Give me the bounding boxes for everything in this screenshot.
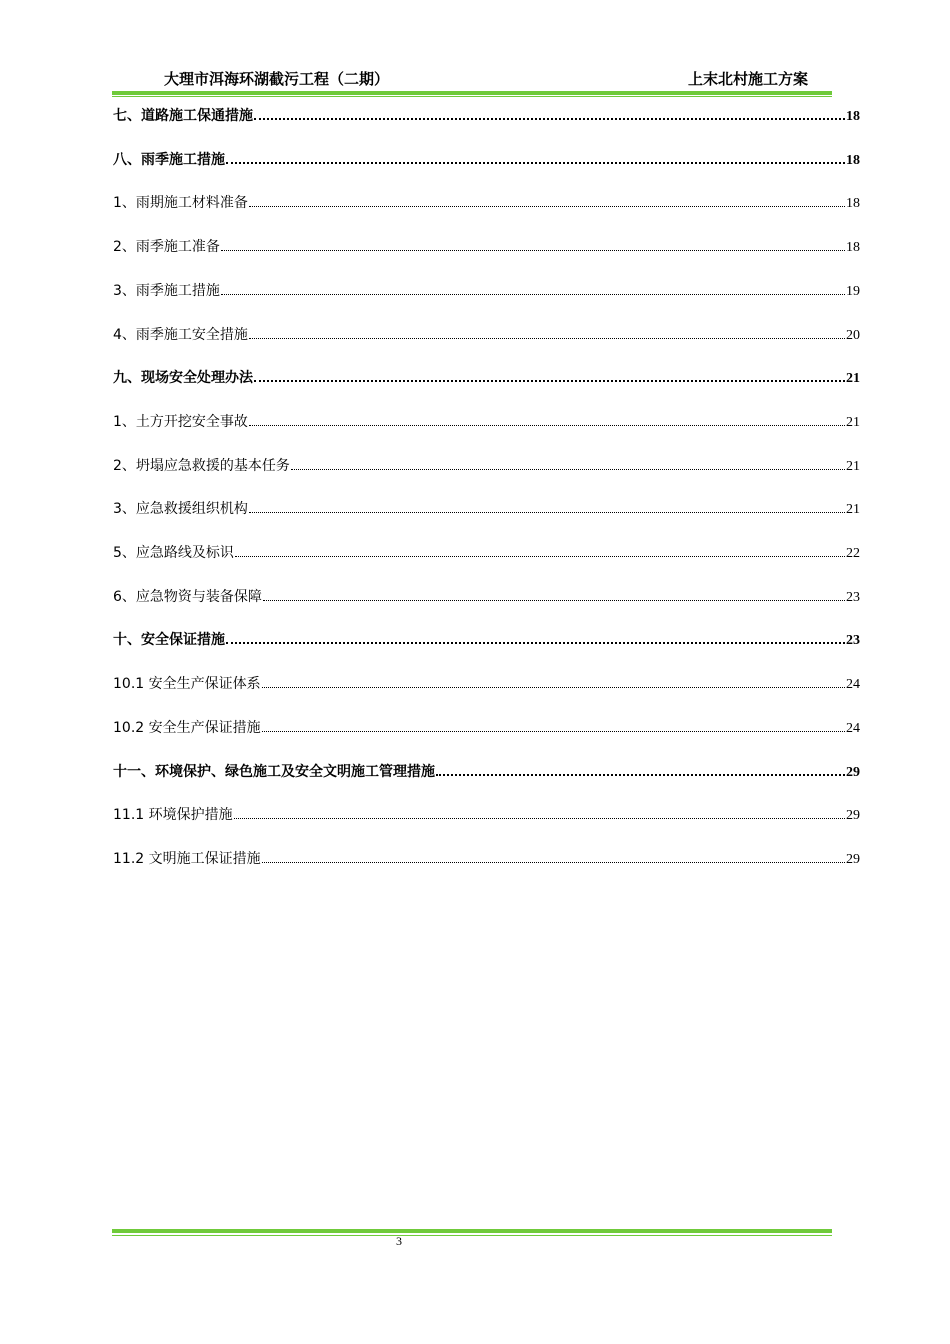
- toc-entry[interactable]: [113, 147, 860, 169]
- page-number: 3: [396, 1234, 402, 1248]
- toc-dot-leader: [262, 687, 845, 688]
- toc-entry-label: 6、应急物资与装备保障: [113, 588, 262, 605]
- toc-entry-page: 21: [846, 502, 860, 518]
- toc-entry[interactable]: [113, 627, 860, 649]
- toc-entry[interactable]: [113, 846, 860, 868]
- toc-entry[interactable]: [113, 496, 860, 518]
- toc-entry[interactable]: [113, 365, 860, 387]
- toc-dot-leader: [249, 512, 845, 513]
- toc-entry[interactable]: [113, 103, 860, 125]
- toc-entry-label: 3、应急救援组织机构: [113, 501, 248, 518]
- toc-dot-leader: [291, 469, 845, 470]
- toc-entry-page: 20: [846, 327, 860, 343]
- toc-entry-page: 24: [846, 720, 860, 736]
- toc-entry-page: 21: [846, 414, 860, 430]
- toc-dot-leader: [221, 250, 845, 251]
- toc-entry-page: 22: [846, 546, 860, 561]
- toc-entry-page: 23: [846, 589, 860, 605]
- toc-entry-label: 十一、环境保护、绿色施工及安全文明施工管理措施: [113, 763, 435, 780]
- toc-entry-page: 18: [846, 196, 860, 212]
- toc-entry-label: 10.1 安全生产保证体系: [113, 676, 261, 693]
- project-title: 大理市洱海环湖截污工程（二期）: [164, 70, 390, 88]
- toc-entry[interactable]: [113, 322, 860, 344]
- header-rule: [112, 91, 832, 95]
- toc-dot-leader: [249, 338, 845, 339]
- toc-entry[interactable]: [113, 802, 860, 824]
- toc-entry-page: 24: [846, 677, 860, 693]
- toc-entry-label: 1、雨期施工材料准备: [113, 195, 248, 212]
- toc-dot-leader: [249, 206, 845, 207]
- page-header: [112, 66, 832, 90]
- toc-dot-leader: [262, 731, 845, 732]
- toc-entry-page: 21: [846, 371, 860, 387]
- toc-entry-label: 九、现场安全处理办法: [113, 370, 253, 387]
- toc-entry-label: 2、雨季施工准备: [113, 239, 220, 256]
- toc-entry[interactable]: [113, 453, 860, 475]
- toc-entry-label: 七、道路施工保通措施: [113, 108, 253, 124]
- toc-entry[interactable]: [113, 584, 860, 606]
- footer-rule-thin: [112, 1235, 832, 1236]
- toc-entry-label: 1、土方开挖安全事故: [113, 413, 248, 430]
- toc-entry-page: 23: [846, 633, 860, 649]
- toc-dot-leader: [254, 118, 845, 120]
- toc-entry[interactable]: [113, 409, 860, 431]
- toc-entry-label: 3、雨季施工措施: [113, 282, 220, 299]
- toc-entry[interactable]: [113, 234, 860, 256]
- toc-entry-label: 十、安全保证措施: [113, 632, 225, 649]
- footer-rule: [112, 1229, 832, 1233]
- toc-entry-page: 18: [846, 152, 860, 168]
- toc-entry[interactable]: [113, 759, 860, 781]
- toc-entry[interactable]: [113, 540, 860, 562]
- toc-entry-page: 21: [846, 458, 860, 474]
- toc-dot-leader: [249, 425, 845, 426]
- toc-entry[interactable]: [113, 190, 860, 212]
- toc-entry-page: 29: [846, 851, 860, 867]
- toc-dot-leader: [221, 294, 845, 295]
- toc-entry-label: 11.1 环境保护措施: [113, 807, 233, 824]
- toc-dot-leader: [226, 642, 845, 644]
- toc-dot-leader: [436, 774, 845, 776]
- toc-entry-page: 18: [846, 240, 860, 256]
- toc-dot-leader: [254, 380, 845, 382]
- toc-dot-leader: [262, 862, 845, 863]
- toc-entry-label: 八、雨季施工措施: [113, 151, 225, 168]
- toc-entry-label: 2、坍塌应急救援的基本任务: [113, 457, 290, 474]
- toc-entry-page: 29: [846, 808, 860, 824]
- toc-entry[interactable]: [113, 671, 860, 693]
- toc-dot-leader: [234, 818, 845, 819]
- toc-entry-page: 19: [846, 283, 860, 299]
- toc-dot-leader: [226, 162, 845, 164]
- toc-entry[interactable]: [113, 715, 860, 737]
- toc-entry[interactable]: [113, 278, 860, 300]
- toc-entry-label: 4、雨季施工安全措施: [113, 326, 248, 343]
- toc-entry-label: 10.2 安全生产保证措施: [113, 719, 261, 736]
- toc-entry-page: 18: [846, 109, 860, 124]
- toc-entry-label: 5、应急路线及标识: [113, 545, 234, 561]
- toc-entry-label: 11.2 文明施工保证措施: [113, 850, 261, 867]
- toc-dot-leader: [235, 556, 845, 557]
- document-title: 上末北村施工方案: [687, 70, 808, 88]
- header-rule-thin: [112, 96, 832, 97]
- toc-dot-leader: [263, 600, 845, 601]
- toc-entry-page: 29: [846, 764, 860, 780]
